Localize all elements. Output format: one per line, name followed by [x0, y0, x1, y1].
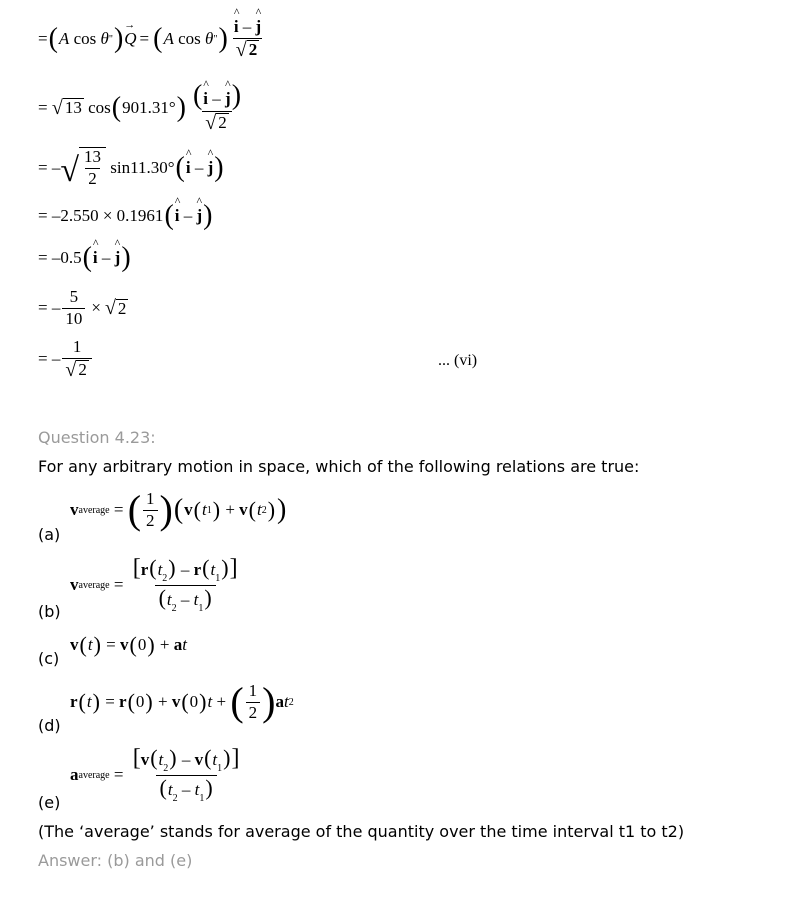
question-note: (The ‘average’ stands for average of the quantity over the time interval t1 to t2) [38, 822, 685, 841]
option-c-equation: v ( t ) = v ( 0 ) + a t [70, 632, 187, 657]
option-a-equation: v average = ( $\frac{1}{2}$ ) ( v ( t 1 ) + v ( t 2 ) ) [70, 487, 287, 533]
equation-line-5: = –0.5 ( ^ i – ^ j ) [38, 244, 132, 272]
equation-line-7: = – 1 √ 2 [38, 338, 94, 380]
option-e-equation: a average = $\frac{[v(t_2) - v(t_1)]}{(t_2 - t_1)}$ [70, 745, 240, 804]
equation-line-1: = ( A cos θ " ) → Q = ( A cos θ " ) ^ i – ^ j √ 2 [38, 18, 266, 60]
equation-tag: ... (vi) [438, 352, 478, 369]
question-label: Question 4.23: [38, 428, 156, 447]
answer-text: Answer: (b) and (e) [38, 851, 193, 870]
equation-line-6: = – $\frac{5}{10}$ × √ 2 [38, 287, 127, 328]
option-e-label: (e) [38, 793, 61, 812]
option-a-label: (a) [38, 525, 61, 544]
option-b-label: (b) [38, 602, 61, 621]
equation-line-3: = – √ $\frac{13}{2}$ sin11.30° ( ^ i – ^ j ) [38, 147, 225, 188]
equation-line-2: = √ 13 cos ( 901.31° ) (^ i – ^ j) √ 2 [38, 82, 247, 134]
option-c-label: (c) [38, 649, 60, 668]
equation-line-4: = –2.550 × 0.1961 ( ^ i – ^ j ) [38, 202, 214, 230]
question-prompt: For any arbitrary motion in space, which of the following relations are true: [38, 457, 640, 476]
option-d-label: (d) [38, 716, 61, 735]
option-b-equation: v average = $\frac{[r(t_2) - r(t_1)]}{(t_2 - t_1)}$ [70, 555, 238, 614]
option-d-equation: r ( t ) = r ( 0 ) + v ( 0 ) t + ( $\frac{1}{2}$ ) a t 2 [70, 679, 294, 725]
